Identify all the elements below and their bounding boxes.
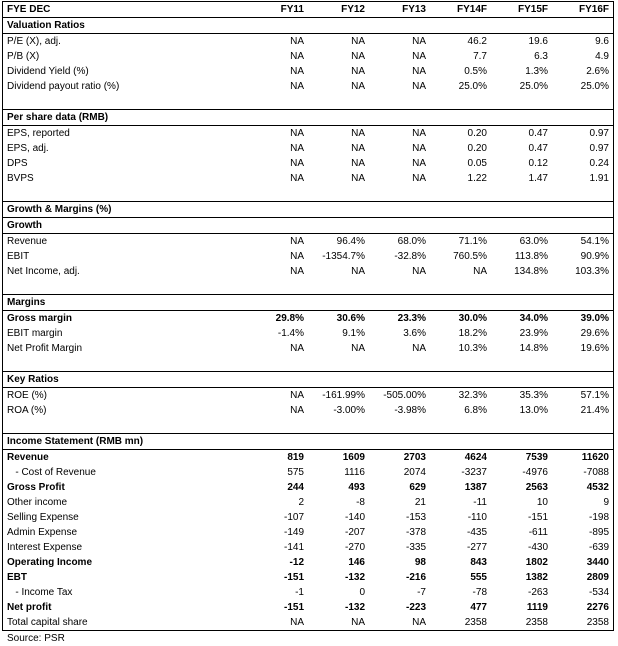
table-row [3,341,613,356]
section-title-row [3,202,613,218]
table-row [3,79,613,94]
row-value: 9.6 [552,34,613,50]
row-value: NA [369,156,430,171]
row-value: 30.0% [430,311,491,327]
row-label: EPS, reported [3,126,247,142]
row-value: 2563 [491,480,552,495]
table-row [3,403,613,418]
table-body [3,2,613,646]
row-value: NA [247,171,308,186]
row-value: NA [369,126,430,142]
row-value: 1.22 [430,171,491,186]
row-value: 1609 [308,450,369,466]
table-row [3,510,613,525]
row-value: 0.24 [552,156,613,171]
row-value: NA [247,341,308,356]
row-value: NA [369,171,430,186]
row-value: NA [247,141,308,156]
row-value: 90.9% [552,249,613,264]
row-value: 2074 [369,465,430,480]
row-value: -263 [491,585,552,600]
row-value: 0.97 [552,126,613,142]
row-value: 6.8% [430,403,491,418]
row-value: 629 [369,480,430,495]
header-year: FY13 [369,2,430,18]
row-value: 113.8% [491,249,552,264]
row-value: 71.1% [430,234,491,250]
row-label: BVPS [3,171,247,186]
table-row [3,465,613,480]
row-value: 32.3% [430,388,491,404]
spacer-cell [3,279,613,295]
row-value: -378 [369,525,430,540]
row-value: 0.05 [430,156,491,171]
row-value: 1802 [491,555,552,570]
row-label: Gross margin [3,311,247,327]
table-row [3,64,613,79]
row-label: Other income [3,495,247,510]
row-value: 46.2 [430,34,491,50]
row-label: ROA (%) [3,403,247,418]
spacer-row [3,186,613,202]
row-value: 19.6% [552,341,613,356]
row-value: -107 [247,510,308,525]
row-value: 2.6% [552,64,613,79]
header-row [3,2,613,18]
table-row [3,540,613,555]
row-value: NA [369,64,430,79]
row-value: 1387 [430,480,491,495]
row-value: NA [308,34,369,50]
spacer-row [3,418,613,434]
row-value: -534 [552,585,613,600]
row-value: 25.0% [491,79,552,94]
table-row [3,249,613,264]
row-value: NA [308,171,369,186]
table-row [3,570,613,585]
row-value: -149 [247,525,308,540]
header-year: FY12 [308,2,369,18]
row-value: NA [247,388,308,404]
row-value: 0.47 [491,141,552,156]
row-value: -435 [430,525,491,540]
row-label: Interest Expense [3,540,247,555]
row-value: NA [247,234,308,250]
row-value: 98 [369,555,430,570]
table-row [3,126,613,142]
section-title-row [3,110,613,126]
row-value: NA [247,615,308,631]
row-value: NA [308,64,369,79]
header-year: FY11 [247,2,308,18]
row-value: 477 [430,600,491,615]
row-label: Dividend Yield (%) [3,64,247,79]
row-value: 2276 [552,600,613,615]
row-label: - Cost of Revenue [3,465,247,480]
row-value: 6.3 [491,49,552,64]
section-title: Key Ratios [3,372,613,388]
row-value: -151 [491,510,552,525]
row-value: -110 [430,510,491,525]
row-value: NA [308,141,369,156]
row-value: -639 [552,540,613,555]
row-value: -430 [491,540,552,555]
spacer-row [3,94,613,110]
row-value: 843 [430,555,491,570]
row-value: 9 [552,495,613,510]
row-value: -216 [369,570,430,585]
row-value: -198 [552,510,613,525]
row-label: Operating Income [3,555,247,570]
row-value: 35.3% [491,388,552,404]
row-value: 19.6 [491,34,552,50]
row-value: -141 [247,540,308,555]
section-title: Growth & Margins (%) [3,202,613,218]
row-value: -151 [247,600,308,615]
row-value: 0.20 [430,126,491,142]
row-value: NA [308,49,369,64]
row-value: 2358 [552,615,613,631]
table-row [3,555,613,570]
row-value: NA [369,341,430,356]
row-value: 2358 [430,615,491,631]
row-value: NA [308,79,369,94]
source-note: Source: PSR [3,631,613,646]
table-row [3,49,613,64]
section-subtitle: Growth [3,218,613,234]
row-value: -505.00% [369,388,430,404]
row-value: -132 [308,600,369,615]
row-value: NA [247,403,308,418]
row-label: Revenue [3,234,247,250]
row-value: 9.1% [308,326,369,341]
header-label: FYE DEC [3,2,247,18]
row-value: 1.3% [491,64,552,79]
table-row [3,450,613,466]
row-label: P/B (X) [3,49,247,64]
row-value: 23.3% [369,311,430,327]
row-value: 34.0% [491,311,552,327]
row-label: Dividend payout ratio (%) [3,79,247,94]
row-value: 1119 [491,600,552,615]
row-value: -4976 [491,465,552,480]
source-row [3,631,613,646]
row-value: NA [430,264,491,279]
row-value: -1354.7% [308,249,369,264]
section-title-row [3,18,613,34]
row-value: -270 [308,540,369,555]
row-value: 23.9% [491,326,552,341]
spacer-cell [3,94,613,110]
table-row [3,141,613,156]
spacer-row [3,279,613,295]
row-value: 1.47 [491,171,552,186]
row-value: 14.8% [491,341,552,356]
row-value: 68.0% [369,234,430,250]
row-value: NA [369,49,430,64]
table-row [3,388,613,404]
table-row [3,495,613,510]
row-value: 25.0% [430,79,491,94]
row-value: NA [247,64,308,79]
row-label: - Income Tax [3,585,247,600]
row-value: 10 [491,495,552,510]
row-value: 555 [430,570,491,585]
row-label: Total capital share [3,615,247,631]
row-value: -12 [247,555,308,570]
row-label: Net profit [3,600,247,615]
row-value: 0.47 [491,126,552,142]
table-row [3,600,613,615]
row-value: NA [369,615,430,631]
row-value: NA [369,34,430,50]
row-value: 21.4% [552,403,613,418]
row-value: -140 [308,510,369,525]
section-title: Valuation Ratios [3,18,613,34]
row-value: 2809 [552,570,613,585]
row-value: -895 [552,525,613,540]
row-value: 96.4% [308,234,369,250]
row-value: NA [247,79,308,94]
row-value: 4.9 [552,49,613,64]
row-value: NA [308,126,369,142]
table-row [3,264,613,279]
table-row [3,480,613,495]
row-value: 29.8% [247,311,308,327]
row-value: 13.0% [491,403,552,418]
table-row [3,615,613,631]
spacer-cell [3,418,613,434]
row-value: 30.6% [308,311,369,327]
row-label: P/E (X), adj. [3,34,247,50]
row-value: -151 [247,570,308,585]
section-subtitle-row [3,218,613,234]
row-value: -335 [369,540,430,555]
row-value: NA [247,264,308,279]
row-value: -3.00% [308,403,369,418]
row-value: -78 [430,585,491,600]
row-value: -7088 [552,465,613,480]
row-value: -1 [247,585,308,600]
row-label: Revenue [3,450,247,466]
row-value: -1.4% [247,326,308,341]
row-value: -223 [369,600,430,615]
row-label: EBIT [3,249,247,264]
financial-summary-table [2,1,614,631]
row-value: NA [247,249,308,264]
row-value: 146 [308,555,369,570]
section-title-row [3,434,613,450]
section-title: Income Statement (RMB mn) [3,434,613,450]
row-value: 3.6% [369,326,430,341]
row-label: Gross Profit [3,480,247,495]
row-value: 21 [369,495,430,510]
row-value: NA [247,34,308,50]
header-year: FY15F [491,2,552,18]
row-label: EBT [3,570,247,585]
row-label: Net Income, adj. [3,264,247,279]
row-label: ROE (%) [3,388,247,404]
row-value: 57.1% [552,388,613,404]
table-row [3,326,613,341]
row-value: 1382 [491,570,552,585]
row-value: -3237 [430,465,491,480]
row-value: 4624 [430,450,491,466]
spacer-cell [3,356,613,372]
section-title-row [3,372,613,388]
row-value: 39.0% [552,311,613,327]
row-value: 134.8% [491,264,552,279]
row-value: 18.2% [430,326,491,341]
row-value: 2 [247,495,308,510]
row-value: 3440 [552,555,613,570]
row-value: 244 [247,480,308,495]
row-value: -8 [308,495,369,510]
table-row [3,311,613,327]
row-value: NA [369,264,430,279]
row-value: 7539 [491,450,552,466]
row-value: -153 [369,510,430,525]
row-value: 2358 [491,615,552,631]
row-value: 1.91 [552,171,613,186]
row-value: -277 [430,540,491,555]
row-label: DPS [3,156,247,171]
table-row [3,34,613,50]
row-value: 0.97 [552,141,613,156]
row-label: EBIT margin [3,326,247,341]
row-value: 11620 [552,450,613,466]
row-value: 819 [247,450,308,466]
row-value: -161.99% [308,388,369,404]
row-value: NA [308,156,369,171]
row-value: 0.5% [430,64,491,79]
row-value: 4532 [552,480,613,495]
table-row [3,156,613,171]
header-year: FY16F [552,2,613,18]
row-value: -132 [308,570,369,585]
row-value: 0.12 [491,156,552,171]
row-label: EPS, adj. [3,141,247,156]
row-value: -611 [491,525,552,540]
row-value: 0 [308,585,369,600]
table-row [3,525,613,540]
row-label: Selling Expense [3,510,247,525]
spacer-row [3,356,613,372]
row-label: Admin Expense [3,525,247,540]
row-value: NA [247,49,308,64]
row-value: NA [369,79,430,94]
row-value: 2703 [369,450,430,466]
data-table [3,2,613,646]
row-value: NA [369,141,430,156]
section-title-row [3,295,613,311]
row-value: 0.20 [430,141,491,156]
row-value: NA [308,341,369,356]
row-value: -3.98% [369,403,430,418]
table-row [3,585,613,600]
row-value: NA [308,615,369,631]
row-value: 54.1% [552,234,613,250]
row-value: 493 [308,480,369,495]
row-value: -32.8% [369,249,430,264]
row-value: 760.5% [430,249,491,264]
row-value: 29.6% [552,326,613,341]
row-value: -11 [430,495,491,510]
table-row [3,171,613,186]
section-title: Per share data (RMB) [3,110,613,126]
row-value: -207 [308,525,369,540]
row-label: Net Profit Margin [3,341,247,356]
row-value: NA [247,156,308,171]
table-row [3,234,613,250]
row-value: 25.0% [552,79,613,94]
row-value: 103.3% [552,264,613,279]
row-value: 10.3% [430,341,491,356]
row-value: 7.7 [430,49,491,64]
row-value: 63.0% [491,234,552,250]
header-year: FY14F [430,2,491,18]
row-value: -7 [369,585,430,600]
row-value: NA [308,264,369,279]
spacer-cell [3,186,613,202]
row-value: 1116 [308,465,369,480]
section-title: Margins [3,295,613,311]
row-value: 575 [247,465,308,480]
row-value: NA [247,126,308,142]
